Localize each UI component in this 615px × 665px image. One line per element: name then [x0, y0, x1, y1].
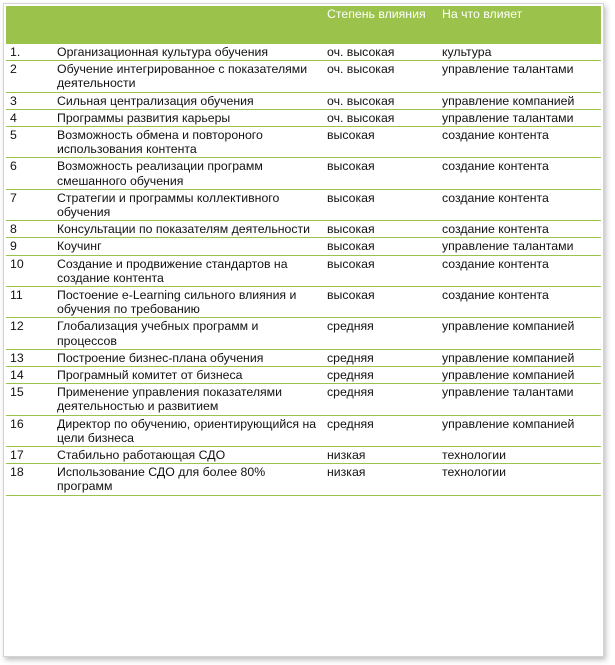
row-number: 13: [6, 349, 54, 366]
influence-area: технологии: [439, 447, 601, 464]
influence-area: создание контента: [439, 189, 601, 220]
table-row: [6, 255, 601, 286]
influence-area: создание контента: [439, 255, 601, 286]
row-number: 8: [6, 221, 54, 238]
factor-name: Возможность реализации программ смешанного обучения: [54, 158, 324, 189]
factor-name: Обучение интегрированное с показателями деятельности: [54, 61, 324, 92]
row-number: 7: [6, 189, 54, 220]
table-row: [6, 221, 601, 238]
table-row: [6, 384, 601, 415]
table-row: [6, 127, 601, 158]
factor-name: Стратегии и программы коллективного обучения: [54, 189, 324, 220]
header-degree: Степень влияния: [324, 6, 439, 44]
row-number: 12: [6, 318, 54, 349]
influence-area: технологии: [439, 464, 601, 495]
row-number: 15: [6, 384, 54, 415]
row-number: 14: [6, 367, 54, 384]
influence-area: культура: [439, 44, 601, 61]
influence-degree: высокая: [324, 287, 439, 318]
factor-name: Глобализация учебных программ и процессов: [54, 318, 324, 349]
influence-area: создание контента: [439, 127, 601, 158]
table-row: [6, 318, 601, 349]
row-number: 16: [6, 415, 54, 446]
factor-name: Стабильно работающая СДО: [54, 447, 324, 464]
table-row: [6, 367, 601, 384]
influence-area: управление талантами: [439, 61, 601, 92]
influence-area: создание контента: [439, 221, 601, 238]
influence-degree: высокая: [324, 238, 439, 255]
influence-degree: высокая: [324, 189, 439, 220]
influence-degree: оч. высокая: [324, 92, 439, 109]
factor-name: Коучинг: [54, 238, 324, 255]
influence-degree: оч. высокая: [324, 109, 439, 126]
influence-area: управление талантами: [439, 384, 601, 415]
factor-name: Сильная централизация обучения: [54, 92, 324, 109]
influence-degree: оч. высокая: [324, 44, 439, 61]
row-number: 6: [6, 158, 54, 189]
influence-area: управление компанией: [439, 367, 601, 384]
row-number: 9: [6, 238, 54, 255]
table-header-row: [6, 6, 601, 44]
influence-degree: средняя: [324, 349, 439, 366]
header-affect: На что влияет: [439, 6, 601, 44]
table-row: [6, 415, 601, 446]
factor-name: Использование СДО для более 80% программ: [54, 464, 324, 495]
influence-area: создание контента: [439, 158, 601, 189]
influence-degree: высокая: [324, 127, 439, 158]
row-number: 2: [6, 61, 54, 92]
table-row: [6, 464, 601, 495]
influence-area: управление компанией: [439, 92, 601, 109]
influence-degree: оч. высокая: [324, 61, 439, 92]
row-number: 1.: [6, 44, 54, 61]
table-row: [6, 447, 601, 464]
influence-area: управление компанией: [439, 318, 601, 349]
factor-name: Создание и продвижение стандартов на создание контента: [54, 255, 324, 286]
influence-degree: низкая: [324, 447, 439, 464]
row-number: 10: [6, 255, 54, 286]
factor-name: Организационная культура обучения: [54, 44, 324, 61]
influence-degree: средняя: [324, 415, 439, 446]
header-name: [54, 6, 324, 44]
influence-degree: средняя: [324, 367, 439, 384]
factor-name: Применение управления показателями деятельностью и развитием: [54, 384, 324, 415]
table-row: [6, 44, 601, 61]
table-row: [6, 287, 601, 318]
factor-name: Построение бизнес-плана обучения: [54, 349, 324, 366]
table-row: [6, 158, 601, 189]
factor-name: Постоение e-Learning сильного влияния и обучения по требованию: [54, 287, 324, 318]
table-row: [6, 238, 601, 255]
table-row: [6, 109, 601, 126]
influence-degree: высокая: [324, 158, 439, 189]
influence-degree: средняя: [324, 318, 439, 349]
row-number: 4: [6, 109, 54, 126]
table-row: [6, 92, 601, 109]
factor-name: Директор по обучению, ориентирующийся на цели бизнеса: [54, 415, 324, 446]
row-number: 18: [6, 464, 54, 495]
table-row: [6, 61, 601, 92]
table-frame: [3, 3, 604, 657]
factor-name: Консультации по показателям деятельности: [54, 221, 324, 238]
influence-area: создание контента: [439, 287, 601, 318]
table-row: [6, 189, 601, 220]
factor-name: Програмный комитет от бизнеса: [54, 367, 324, 384]
factor-name: Возможность обмена и повтороного использования контента: [54, 127, 324, 158]
influence-degree: высокая: [324, 255, 439, 286]
influence-area: управление талантами: [439, 238, 601, 255]
table-row: [6, 349, 601, 366]
influence-degree: низкая: [324, 464, 439, 495]
influence-area: управление компанией: [439, 349, 601, 366]
influence-area: управление компанией: [439, 415, 601, 446]
row-number: 3: [6, 92, 54, 109]
influence-degree: высокая: [324, 221, 439, 238]
row-number: 5: [6, 127, 54, 158]
factor-name: Программы развития карьеры: [54, 109, 324, 126]
influence-area: управление талантами: [439, 109, 601, 126]
learning-factors-table: [6, 6, 601, 496]
row-number: 11: [6, 287, 54, 318]
row-number: 17: [6, 447, 54, 464]
header-num: [6, 6, 54, 44]
influence-degree: средняя: [324, 384, 439, 415]
